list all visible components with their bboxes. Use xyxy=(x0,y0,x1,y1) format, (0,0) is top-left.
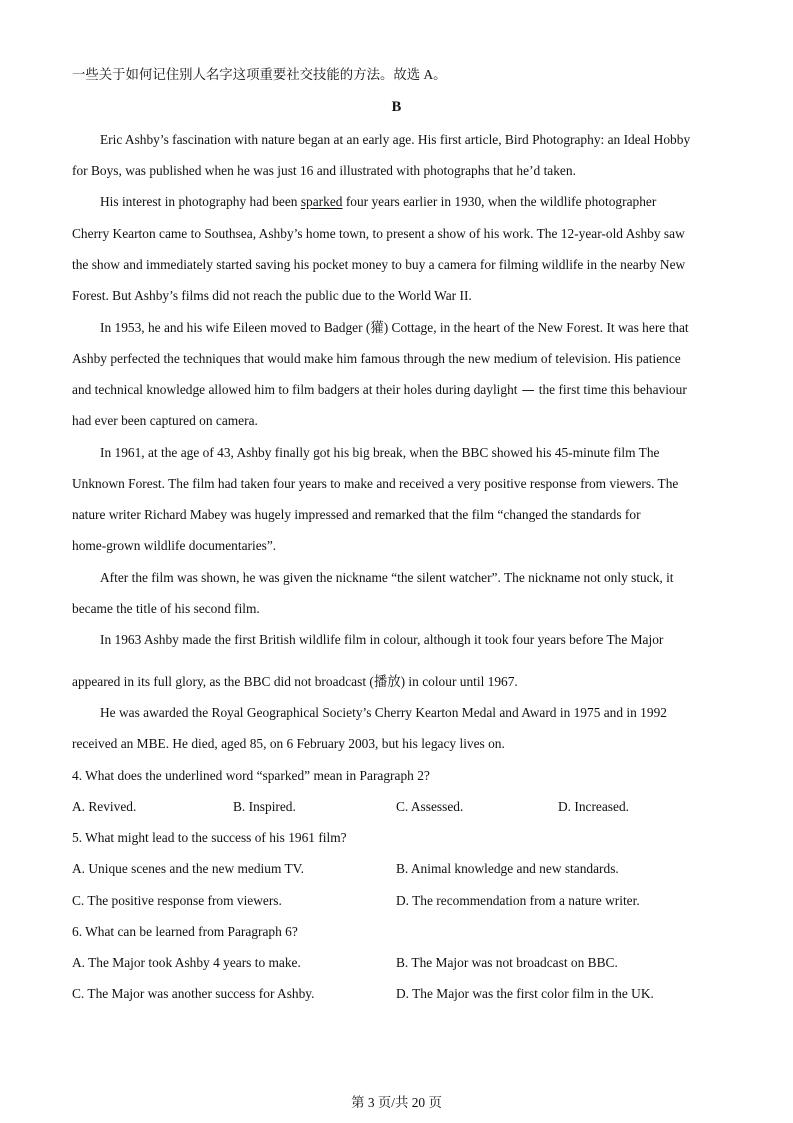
paragraph-3-text-post: the first time this behaviour xyxy=(538,382,687,397)
intro-line: 一些关于如何记住别人名字这项重要社交技能的方法。故选 A。 xyxy=(72,67,447,82)
paragraph-3-line-3 xyxy=(72,381,687,400)
paragraph-2-line-1 xyxy=(100,193,656,211)
paragraph-1-line-1: Eric Ashby’s fascination with nature began at an early age. His first article, Bird Photography: an Ideal Hobby xyxy=(100,132,691,147)
section-title: B xyxy=(391,99,402,115)
paragraph-3-line-4: had ever been captured on camera. xyxy=(72,413,258,428)
page-footer: 第 3 页/共 20 页 xyxy=(351,1095,442,1110)
paragraph-4-line-2: Unknown Forest. The film had taken four years to make and received a very positive response from viewers. The xyxy=(72,476,679,491)
question-5-stem: 5. What might lead to the success of his 1961 film? xyxy=(72,830,347,845)
question-6-option-a: A. The Major took Ashby 4 years to make. xyxy=(72,955,301,970)
paragraph-2-line-2: Cherry Kearton came to Southsea, Ashby’s home town, to present a show of his work. The 12-year-old Ashby saw xyxy=(72,226,685,241)
paragraph-5-line-1: After the film was shown, he was given the nickname “the silent watcher”. The nickname not only stuck, it xyxy=(100,570,674,585)
question-5-option-a: A. Unique scenes and the new medium TV. xyxy=(72,861,304,876)
question-4-option-c: C. Assessed. xyxy=(396,799,464,814)
paragraph-5-line-2: became the title of his second film. xyxy=(72,601,260,616)
paragraph-4-line-1: In 1961, at the age of 43, Ashby finally got his big break, when the BBC showed his 45-minute film The xyxy=(100,445,660,460)
question-4-option-d: D. Increased. xyxy=(558,799,630,814)
paragraph-2-text-post: four years earlier in 1930, when the wildlife photographer xyxy=(342,194,657,209)
paragraph-3-line-1: In 1953, he and his wife Eileen moved to Badger (獾) Cottage, in the heart of the New Forest. It was here that xyxy=(100,320,689,335)
paragraph-4-line-4: home-grown wildlife documentaries”. xyxy=(72,538,277,553)
question-6-option-c: C. The Major was another success for Ashby. xyxy=(72,986,315,1001)
question-5-option-b: B. Animal knowledge and new standards. xyxy=(396,861,619,876)
question-5-option-d: D. The recommendation from a nature writer. xyxy=(396,893,640,908)
paragraph-2-line-3: the show and immediately started saving his pocket money to buy a camera for filming wildlife in the nearby New xyxy=(72,257,686,272)
paragraph-2-line-4: Forest. But Ashby’s films did not reach the public due to the World War II. xyxy=(72,288,472,303)
paragraph-3-text-pre: and technical knowledge allowed him to film badgers at their holes during daylight xyxy=(72,382,518,397)
em-dash: — xyxy=(517,383,539,398)
paragraph-7-line-1: He was awarded the Royal Geographical Society’s Cherry Kearton Medal and Award in 1975 and in 1992 xyxy=(100,705,667,720)
question-4-stem: 4. What does the underlined word “sparked” mean in Paragraph 2? xyxy=(72,768,430,783)
paragraph-2-text-pre: His interest in photography had been xyxy=(100,194,301,209)
question-6-option-b: B. The Major was not broadcast on BBC. xyxy=(396,955,618,970)
question-4-option-a: A. Revived. xyxy=(72,799,137,814)
paragraph-3-line-2: Ashby perfected the techniques that would make him famous through the new medium of television. His patience xyxy=(72,351,681,366)
question-5-option-c: C. The positive response from viewers. xyxy=(72,893,282,908)
paragraph-4-line-3: nature writer Richard Mabey was hugely impressed and remarked that the film “changed the standards for xyxy=(72,507,641,522)
paragraph-1-line-2: for Boys, was published when he was just 16 and illustrated with photographs that he’d taken. xyxy=(72,163,576,178)
underlined-word: sparked xyxy=(300,194,343,209)
paragraph-7-line-2: received an MBE. He died, aged 85, on 6 February 2003, but his legacy lives on. xyxy=(72,736,505,751)
question-4-option-b: B. Inspired. xyxy=(233,799,296,814)
question-6-option-d: D. The Major was the first color film in the UK. xyxy=(396,986,654,1001)
question-6-stem: 6. What can be learned from Paragraph 6? xyxy=(72,924,298,939)
paragraph-6-line-2: appeared in its full glory, as the BBC did not broadcast (播放) in colour until 1967. xyxy=(72,674,518,689)
paragraph-6-line-1: In 1963 Ashby made the first British wildlife film in colour, although it took four years before The Major xyxy=(100,632,664,647)
